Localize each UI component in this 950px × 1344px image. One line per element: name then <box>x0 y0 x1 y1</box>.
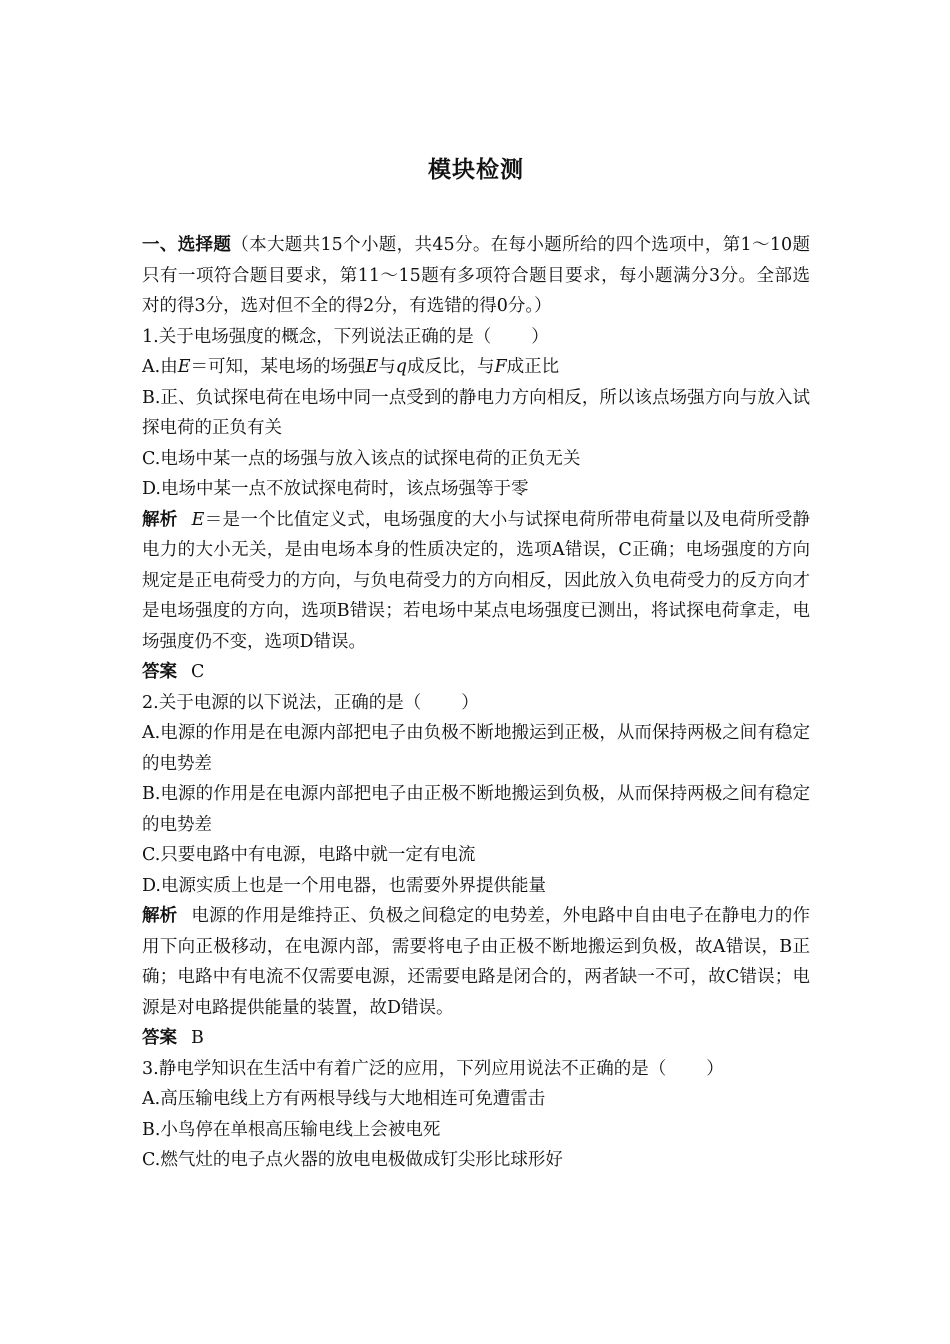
question-stem-end: ） <box>461 692 479 713</box>
question-3-option-c: C.燃气灶的电子点火器的放电电极做成钉尖形比球形好 <box>142 1150 563 1170</box>
section-heading: 一、选择题 <box>142 235 232 255</box>
question-1-option-a <box>142 352 810 383</box>
question-1-option-c: C.电场中某一点的场强与放入该点的试探电荷的正负无关 <box>142 448 581 469</box>
page-title: 模块检测 <box>428 157 524 183</box>
question-3-option-a: A.高压输电线上方有两根导线与大地相连可免遭雷击 <box>142 1089 546 1109</box>
question-2-option-b: B.电源的作用是在电源内部把电子由正极不断地搬运到负极，从而保持两极之间有稳定的电势差 <box>142 784 810 835</box>
variable-e: E <box>365 357 379 377</box>
question-3-option-b: B.小鸟停在单根高压输电线上会被电死 <box>142 1119 441 1140</box>
analysis-label: 解析 <box>142 906 178 926</box>
question-2-analysis <box>142 901 810 1023</box>
analysis-text: ＝是一个比值定义式，电场强度的大小与试探电荷所带电荷量以及电荷所受静电力的大小无关，是由电场本身的性质决定的，选项A错误，C正确；电场强度的方向规定是正电荷受力的方向，与负电荷受力的方向相反，因此放入负电荷受力的反方向才是电场强度的方向，选项B错误；若电场中某点电场强度已测出，将试探电荷拿走，电场强度仍不变，选项D错误。 <box>142 509 810 652</box>
question-2-option-c: C.只要电路中有电源，电路中就一定有电流 <box>142 845 476 865</box>
answer-value: C <box>191 662 205 682</box>
section-description: （本大题共15个小题，共45分。在每小题所给的四个选项中，第1～10题只有一项符合题目要求，第11～15题有多项符合题目要求，每小题满分3分。全部选对的得3分，选对但不全的得2分，有选错的得0分。） <box>142 235 811 316</box>
question-stem-end: ） <box>706 1058 724 1079</box>
question-2-answer <box>142 1023 810 1054</box>
question-stem-text: 2.关于电源的以下说法，正确的是（ <box>142 692 422 713</box>
question-1-answer <box>142 657 810 688</box>
question-2-option-d: D.电源实质上也是一个用电器，也需要外界提供能量 <box>142 875 546 896</box>
analysis-label: 解析 <box>142 509 178 530</box>
option-text: 成反比，与 <box>406 357 495 377</box>
analysis-text: 电源的作用是维持正、负极之间稳定的电势差，外电路中自由电子在静电力的作用下向正极移动，在电源内部，需要将电子由正极不断地搬运到负极，故A错误，B正确；电路中有电流不仅需要电源，还需要电路是闭合的，两者缺一不可，故C错误；电源是对电路提供能量的装置，故D错误。 <box>142 906 811 1018</box>
section-instructions <box>142 230 810 322</box>
variable-f: F <box>494 357 507 377</box>
variable-e: E <box>191 509 205 530</box>
option-text: 与 <box>378 357 396 377</box>
option-text: 成正比 <box>506 357 560 377</box>
option-text: A.由 <box>142 357 178 377</box>
option-text: ＝可知，某电场的场强 <box>190 357 366 377</box>
document-page <box>142 150 810 1176</box>
question-stem-end: ） <box>531 326 549 347</box>
variable-q: q <box>395 357 407 377</box>
answer-label: 答案 <box>142 1028 177 1048</box>
question-3-stem <box>142 1054 810 1085</box>
question-1-stem <box>142 322 810 353</box>
question-1-analysis <box>142 505 810 658</box>
answer-label: 答案 <box>142 662 177 682</box>
question-stem-text: 1.关于电场强度的概念，下列说法正确的是（ <box>142 326 492 347</box>
answer-value: B <box>191 1028 204 1048</box>
variable-e: E <box>177 357 191 377</box>
question-2-option-a: A.电源的作用是在电源内部把电子由负极不断地搬运到正极，从而保持两极之间有稳定的电势差 <box>142 723 810 774</box>
question-1-option-d: D.电场中某一点不放试探电荷时，该点场强等于零 <box>142 479 529 499</box>
question-stem-text: 3.静电学知识在生活中有着广泛的应用，下列应用说法不正确的是（ <box>142 1058 667 1079</box>
question-2-stem <box>142 688 810 719</box>
question-1-option-b: B.正、负试探电荷在电场中同一点受到的静电力方向相反，所以该点场强方向与放入试探电荷的正负有关 <box>142 387 810 438</box>
